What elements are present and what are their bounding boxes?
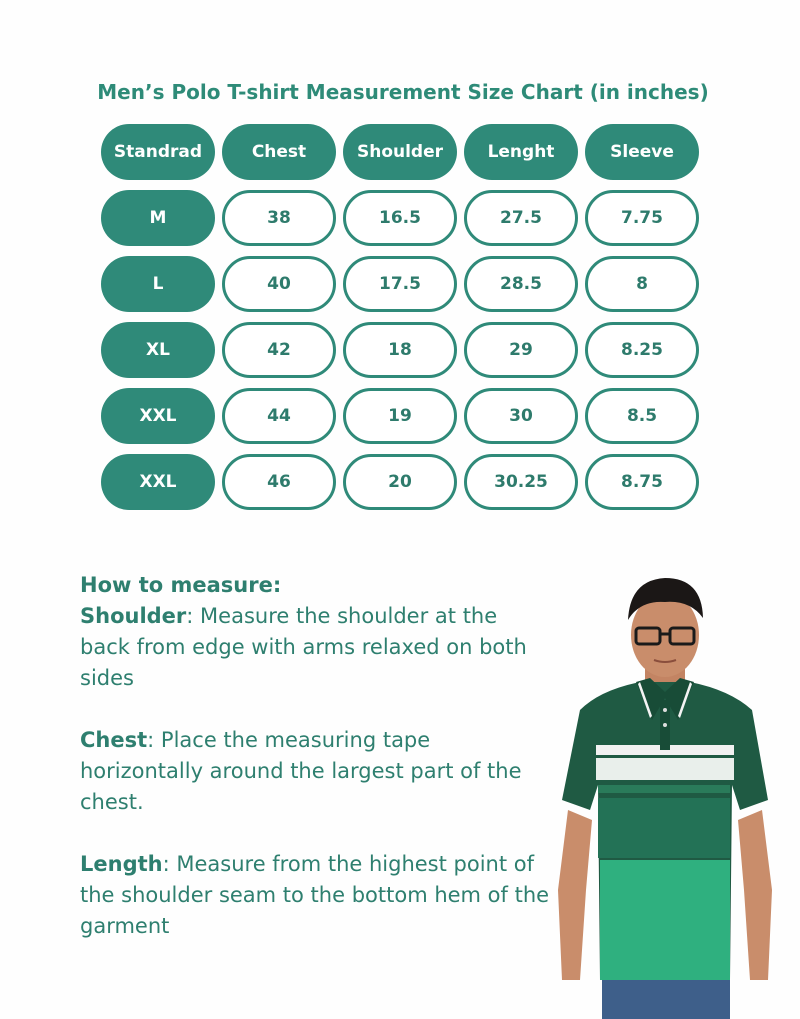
chart-title: Men’s Polo T-shirt Measurement Size Chart (in inches) [97,80,709,104]
sleeve-value: 8 [585,256,699,312]
chest-text: : Place the measuring tape horizontally around the largest part of the chest. [80,728,522,814]
length-value: 28.5 [464,256,578,312]
shoulder-text: : Measure the shoulder at the back from edge with arms relaxed on both sides [80,604,527,690]
size-label: M [101,190,215,246]
length-value: 30 [464,388,578,444]
length-value: 27.5 [464,190,578,246]
length-text: : Measure from the highest point of the shoulder seam to the bottom hem of the garment [80,852,550,938]
sleeve-value: 8.5 [585,388,699,444]
sleeve-value: 8.75 [585,454,699,510]
header-standard: Standrad [101,124,215,180]
chest-value: 40 [222,256,336,312]
length-instruction [80,849,550,942]
header-shoulder: Shoulder [343,124,457,180]
how-to-heading: How to measure: [80,573,282,597]
header-sleeve: Sleeve [585,124,699,180]
size-label: XXL [101,388,215,444]
header-length: Lenght [464,124,578,180]
header-chest: Chest [222,124,336,180]
shoulder-instruction [80,601,550,694]
shoulder-value: 17.5 [343,256,457,312]
length-value: 29 [464,322,578,378]
length-value: 30.25 [464,454,578,510]
model-photo [540,560,790,1019]
size-label: XL [101,322,215,378]
sleeve-value: 7.75 [585,190,699,246]
size-label: XXL [101,454,215,510]
length-term: Length [80,852,163,876]
shoulder-value: 20 [343,454,457,510]
how-to-measure [80,570,550,973]
chest-value: 46 [222,454,336,510]
chest-value: 44 [222,388,336,444]
sleeve-value: 8.25 [585,322,699,378]
shoulder-term: Shoulder [80,604,187,628]
chest-value: 42 [222,322,336,378]
chest-value: 38 [222,190,336,246]
size-label: L [101,256,215,312]
shoulder-value: 19 [343,388,457,444]
shoulder-value: 16.5 [343,190,457,246]
chest-instruction [80,725,550,818]
chest-term: Chest [80,728,148,752]
shoulder-value: 18 [343,322,457,378]
